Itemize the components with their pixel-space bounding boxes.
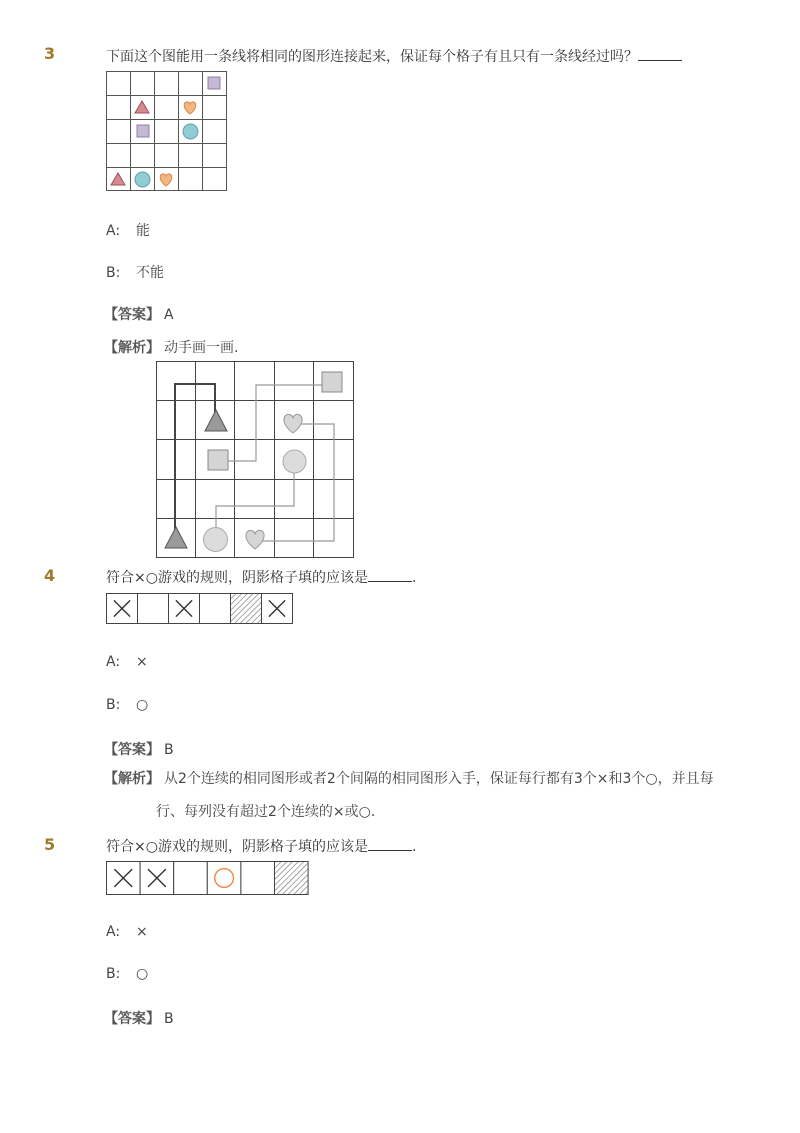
xo-cell-cross bbox=[169, 594, 200, 624]
triangle-shape bbox=[135, 101, 149, 113]
square-shape bbox=[208, 450, 228, 470]
answer-blank bbox=[368, 567, 412, 582]
explanation-block bbox=[104, 763, 714, 829]
heart-shape bbox=[184, 102, 196, 114]
answer-tag: 【答案】 bbox=[104, 307, 160, 323]
xo-cell-cross bbox=[140, 862, 174, 895]
square-shape bbox=[137, 125, 149, 137]
option-text: 能 bbox=[136, 223, 150, 239]
xo-cell-cross bbox=[107, 594, 138, 624]
xo-row-q4 bbox=[106, 593, 294, 625]
question-number: 4 bbox=[44, 566, 56, 585]
xo-cell-shaded bbox=[231, 594, 262, 624]
option-b[interactable] bbox=[106, 966, 148, 982]
explanation-line-2: 行、每列没有超过2个连续的×或○. bbox=[156, 804, 376, 820]
xo-cell-shaded bbox=[275, 862, 309, 895]
option-letter: B: bbox=[106, 697, 121, 713]
answer-value: A bbox=[164, 307, 174, 323]
xo-cell-empty bbox=[241, 862, 275, 895]
xo-cell-empty bbox=[200, 594, 231, 624]
triangle-shape bbox=[111, 173, 125, 185]
question-number: 5 bbox=[44, 835, 56, 854]
explanation-text: 动手画一画. bbox=[164, 340, 239, 356]
stem-text: 符合×○游戏的规则，阴影格子填的应该是 bbox=[106, 570, 368, 586]
square-shape bbox=[208, 77, 220, 89]
circle-shape bbox=[283, 450, 306, 473]
question-stem bbox=[106, 836, 416, 856]
xo-cell-cross bbox=[107, 862, 141, 895]
solution-grid bbox=[156, 361, 355, 558]
option-text: × bbox=[136, 924, 148, 940]
answer-value: B bbox=[164, 742, 174, 758]
question-stem bbox=[106, 46, 682, 66]
stem-text: 符合×○游戏的规则，阴影格子填的应该是 bbox=[106, 839, 368, 855]
question-number: 3 bbox=[44, 44, 56, 63]
answer-line bbox=[104, 1008, 174, 1028]
option-letter: A: bbox=[106, 654, 121, 670]
option-letter: A: bbox=[106, 924, 121, 940]
answer-blank bbox=[638, 46, 682, 61]
circle-shape bbox=[204, 528, 228, 552]
stem-end: . bbox=[411, 839, 417, 855]
heart-shape bbox=[284, 414, 302, 433]
xo-row-q5 bbox=[106, 861, 310, 895]
heart-shape bbox=[160, 174, 172, 186]
xo-cell-cross bbox=[262, 594, 293, 624]
answer-line bbox=[104, 304, 174, 324]
explanation-line bbox=[104, 337, 238, 357]
answer-line bbox=[104, 739, 174, 759]
square-shape bbox=[322, 372, 342, 392]
option-letter: A: bbox=[106, 223, 121, 239]
option-b[interactable] bbox=[106, 262, 164, 282]
puzzle-grid bbox=[106, 71, 227, 191]
answer-value: B bbox=[164, 1011, 174, 1027]
xo-cell-empty bbox=[138, 594, 169, 624]
option-a[interactable] bbox=[106, 924, 148, 940]
heart-path bbox=[256, 424, 334, 541]
heart-shape bbox=[246, 530, 264, 549]
explanation-line-1 bbox=[104, 763, 714, 796]
xo-cell-circle bbox=[207, 862, 241, 895]
triangle-shape bbox=[165, 527, 187, 548]
explanation-tag: 【解析】 bbox=[104, 340, 160, 356]
stem-text: 下面这个图能用一条线将相同的图形连接起来，保证每个格子有且只有一条线经过吗？ bbox=[106, 49, 638, 65]
option-text: ○ bbox=[136, 966, 149, 982]
option-a[interactable] bbox=[106, 654, 148, 670]
option-a[interactable] bbox=[106, 220, 150, 240]
option-letter: B: bbox=[106, 966, 121, 982]
option-b[interactable] bbox=[106, 697, 148, 713]
explanation-text: 从2个连续的相同图形或者2个间隔的相同图形入手，保证每行都有3个×和3个○，并且每 bbox=[164, 771, 714, 787]
triangle-shape bbox=[205, 410, 227, 431]
option-text: ○ bbox=[136, 697, 149, 713]
xo-cell-empty bbox=[174, 862, 208, 895]
circle-shape bbox=[135, 172, 150, 187]
option-text: × bbox=[136, 654, 148, 670]
option-text: 不能 bbox=[136, 265, 164, 281]
answer-tag: 【答案】 bbox=[104, 742, 160, 758]
stem-end: . bbox=[411, 570, 417, 586]
answer-blank bbox=[368, 836, 412, 851]
circle-shape bbox=[183, 124, 198, 139]
explanation-tag: 【解析】 bbox=[104, 771, 160, 787]
question-stem bbox=[106, 567, 416, 587]
circle-path bbox=[216, 461, 294, 539]
option-letter: B: bbox=[106, 265, 121, 281]
answer-tag: 【答案】 bbox=[104, 1011, 160, 1027]
